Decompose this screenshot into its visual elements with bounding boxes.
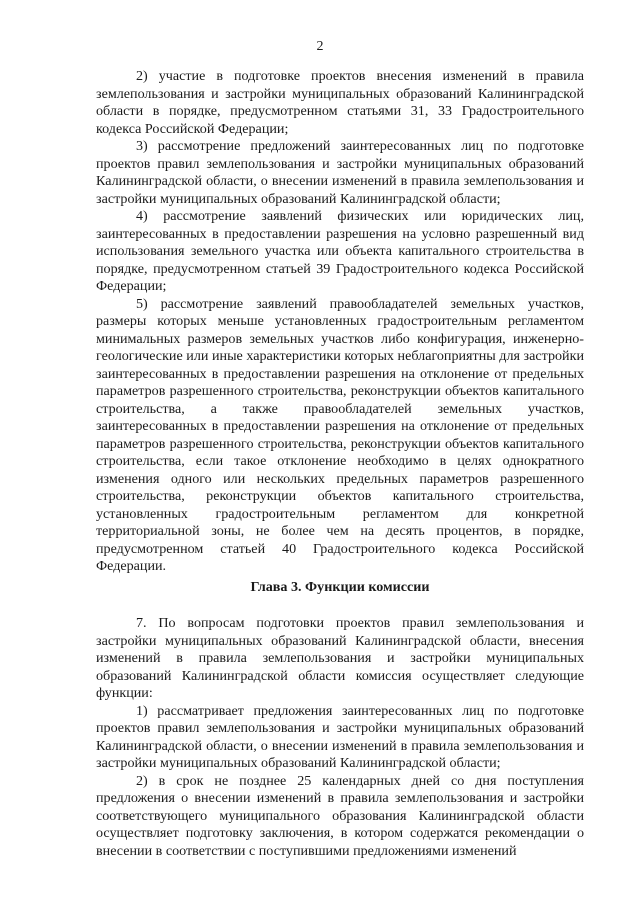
- chapter-heading: Глава 3. Функции комиссии: [250, 578, 430, 595]
- document-body: [96, 68, 584, 860]
- paragraph-item-5: 5) рассмотрение заявлений правообладателей земельных участков, размеры которых меньше установленных градостроительным регламентом минимальных размеров земельных участков либо конфигурация, инженерно-геологические или иные характеристики которых неблагоприятны для застройки заинтересованных в предоставлении разрешения на отклонение от предельных параметров разрешенного строительства, реконструкции объектов капитального строительства, а также правообладателей земельных участков, заинтересованных в предоставлении разрешения на отклонение от предельных параметров разрешенного строительства, реконструкции объектов капитального строительства, если такое отклонение необходимо в целях однократного изменения одного или нескольких предельных параметров разрешенного строительства, реконструкции объектов капитального строительства, установленных градостроительным регламентом для конкретной территориальной зоны, не более чем на десять процентов, в порядке, предусмотренном статьей 40 Градостроительного кодекса Российской Федерации.: [96, 295, 584, 574]
- paragraph-function-2: 2) в срок не позднее 25 календарных дней со дня поступления предложения о внесении изменений в правила землепользования и застройки соответствующего муниципального образования Калининградской области осуществляет подготовку заключения, в котором содержатся рекомендации о внесении в соответствии с поступившими предложениями изменений: [96, 772, 584, 859]
- paragraph-clause-7: 7. По вопросам подготовки проектов правил землепользования и застройки муниципальных образований Калининградской области, внесения изменений в правила землепользования и застройки муниципальных образований Калининградской области комиссия осуществляет следующие функции:: [96, 615, 584, 701]
- paragraph-item-2: 2) участие в подготовке проектов внесения изменений в правила землепользования и застройки муниципальных образований Калининградской области в порядке, предусмотренном статьями 31, 33 Градостроительного кодекса Российской Федерации;: [96, 68, 584, 137]
- paragraph-function-1: 1) рассматривает предложения заинтересованных лиц по подготовке проектов правил землепользования и застройки муниципальных образований Калининградской области, о внесении изменений в правила землепользования и застройки муниципальных образований Калининградской области;: [96, 702, 584, 771]
- paragraph-item-3: 3) рассмотрение предложений заинтересованных лиц по подготовке проектов правил землепользования и застройки муниципальных образований Калининградской области, о внесении изменений в правила землепользования и застройки муниципальных образований Калининградской области;: [96, 138, 584, 207]
- page-number: 2: [316, 39, 324, 54]
- paragraph-item-4: 4) рассмотрение заявлений физических или юридических лиц, заинтересованных в предоставлении разрешения на условно разрешенный вид использования земельного участка или объекта капитального строительства в порядке, предусмотренном статьей 39 Градостроительного кодекса Российской Федерации;: [96, 208, 584, 294]
- spacer: [96, 596, 584, 615]
